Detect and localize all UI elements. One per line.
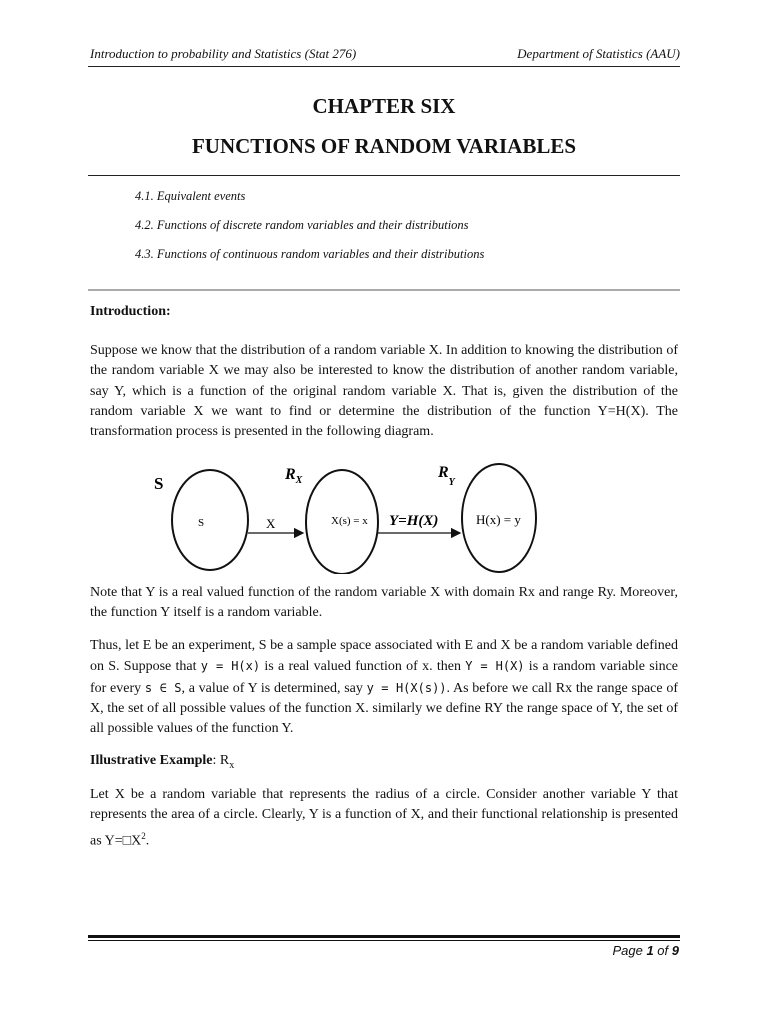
transformation-diagram <box>148 458 548 574</box>
range-x-label: $R_X$ <box>285 466 303 486</box>
circle-label-x-of-s: X(s) = x <box>331 515 368 527</box>
math-y-equals-HXs: y = H(X(s)) <box>366 680 447 695</box>
page-number: Page 1 of 9 <box>612 943 679 958</box>
toc-rule <box>88 289 680 291</box>
header-course-title: Introduction to probability and Statistics (Stat 276) <box>90 46 357 61</box>
header-department: Department of Statistics (AAU) <box>517 46 680 61</box>
toc-item: 4.2. Functions of discrete random variables and their distributions <box>135 218 469 232</box>
title-rule <box>88 175 680 176</box>
arrow-x-label: X <box>266 516 276 531</box>
toc-item: 4.3. Functions of continuous random variables and their distributions <box>135 247 485 261</box>
pi-symbol: □ <box>122 833 132 849</box>
definition-paragraph: Thus, let E be an experiment, S be a sample space associated with E and X be a random variable defined on S. Suppose that y = H(x) is a real valued function of x. then Y = H(X) is a random variable since for every s ∈ S, a value of Y is determined, say y = H(X(s)). As before we call Rx the range space of X, the set of all possible values of the function X. similarly we define RY the range space of Y, the set of all possible values of the function Y. <box>90 638 679 737</box>
circle-label-s: S <box>198 517 205 529</box>
math-Y-equals-HX: Y = H(X) <box>465 659 525 674</box>
sample-space-circle <box>172 470 248 570</box>
header-rule <box>88 66 680 67</box>
toc-item: 4.1. Equivalent events <box>135 189 246 203</box>
sample-space-label: S <box>154 474 164 493</box>
illustrative-example-heading: Illustrative Example: $R_x$ <box>90 753 235 771</box>
arrow-h-label: Y=H(X) <box>389 513 439 529</box>
example-paragraph: Let X be a random variable that represents the radius of a circle. Consider another variable Y that represents the area of a circle. Clearly, Y is a function of X, and their functional relationship is presented as $Y=□X^2$. <box>90 787 678 849</box>
note-paragraph: Note that Y is a real valued function of the random variable X with domain Rx and range Ry. Moreover, the function Y itself is a random variable. <box>90 585 678 621</box>
footer-rule-thin <box>88 940 680 941</box>
intro-paragraph: Suppose we know that the distribution of a random variable X. In addition to knowing the distribution of the random variable X we may also be interested to know the distribution of another random variable, say Y, which is a function of the original random variable X. That is, given the distribution of the random variable X we want to find or determine the distribution of the function Y=H(X). The transformation process is presented in the following diagram. <box>90 343 678 440</box>
footer-rule-thick <box>88 935 680 938</box>
chapter-number: CHAPTER SIX <box>312 94 456 118</box>
circle-label-h-of-x: H(x) = y <box>476 512 521 527</box>
math-y-equals-hx: y = H(x) <box>200 659 261 674</box>
chapter-title: FUNCTIONS OF RANDOM VARIABLES <box>191 134 577 158</box>
introduction-heading: Introduction: <box>90 304 171 319</box>
range-y-label: $R_Y$ <box>438 464 455 488</box>
math-s-in-S: s ∈ S <box>144 680 182 695</box>
